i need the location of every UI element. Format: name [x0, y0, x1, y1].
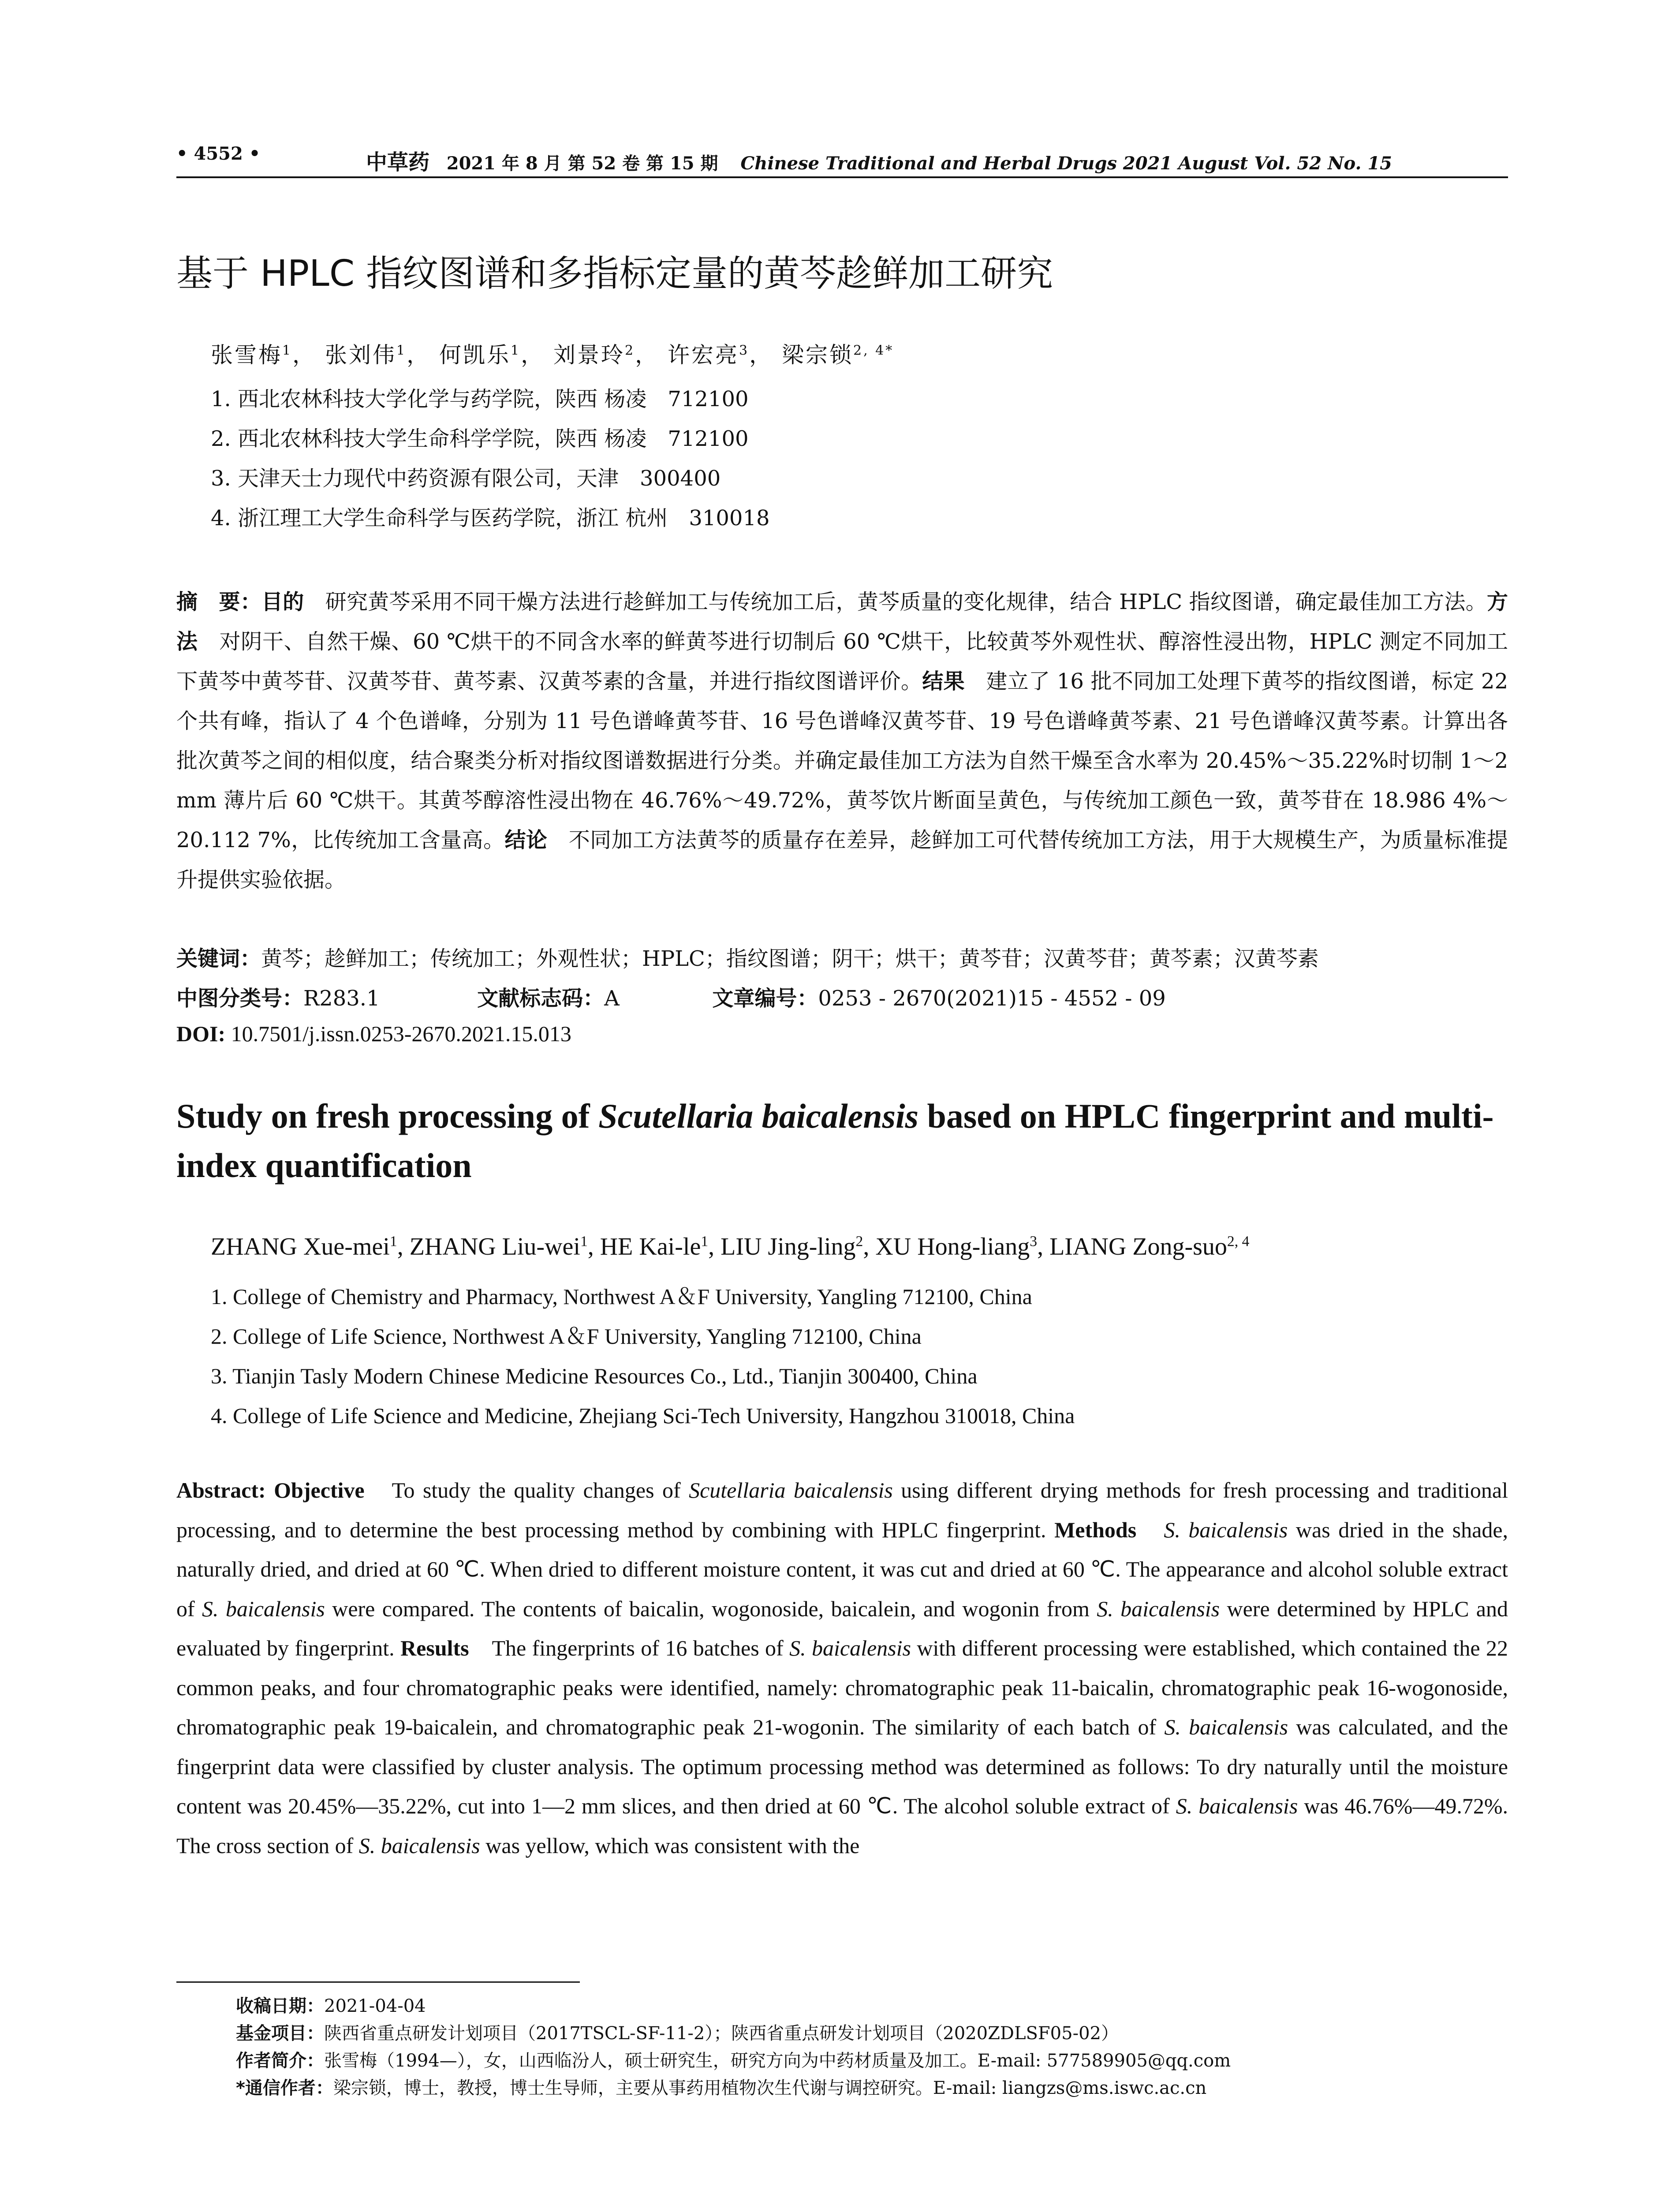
- journal-logo-cn: 中草药: [366, 150, 430, 175]
- affiliation-en: 1. College of Chemistry and Pharmacy, Northwest A＆F University, Yangling 712100, China: [211, 1284, 1032, 1309]
- page-number: • 4552 •: [176, 143, 261, 164]
- footnote-corresponding: *通信作者：梁宗锁，博士，教授，博士生导师，主要从事药用植物次生代谢与调控研究。E-mail: liangzs@ms.iswc.ac.cn: [236, 2078, 1207, 2098]
- title-cn: 基于 HPLC 指纹图谱和多指标定量的黄芩趁鲜加工研究: [176, 253, 1053, 295]
- title-species: Scutellaria baicalensis: [598, 1097, 918, 1135]
- author-en: HE Kai-le: [600, 1233, 701, 1260]
- keywords-cn: [176, 942, 1319, 972]
- author-cn: 许宏亮: [668, 342, 739, 368]
- doi-line: [176, 1021, 571, 1046]
- footnote-author-bio: 作者简介：张雪梅（1994—），女，山西临汾人，硕士研究生，研究方向为中药材质量及加工。E-mail: 577589905@qq.com: [236, 2051, 1231, 2071]
- author-cn: 梁宗锁: [782, 342, 853, 368]
- objective-text-cn: 研究黄芩采用不同干燥方法进行趁鲜加工与传统加工后，黄芩质量的变化规律，结合 HPLC 指纹图谱，确定最佳加工方法。: [304, 590, 1487, 614]
- article-number-label: 文章编号：: [712, 986, 818, 1011]
- article-number-value: 0253 - 2670(2021)15 - 4552 - 09: [818, 986, 1166, 1011]
- doi-value[interactable]: 10.7501/j.issn.0253-2670.2021.15.013: [231, 1021, 571, 1046]
- journal-name-en: Chinese Traditional and Herbal Drugs 2021 August Vol. 52 No. 15: [740, 153, 1392, 174]
- abstract-en: Abstract: Objective To study the quality changes of Scutellaria baicalensis using different drying methods for fresh processing and traditional processing, and to determine the best processing method by combining with HPLC fingerprint. Methods S. baicalensis was dried in the shade, naturally dried, and dried at 60 ℃. When dried to different moisture content, it was cut and dried at 60 ℃. The appearance and alcohol soluble extract of S. baicalensis were compared. The contents of baicalin, wogonoside, baicalein, and wogonin from S. baicalensis were determined by HPLC and evaluated by fingerprint. Results The fingerprints of 16 batches of S. baicalensis with different processing were established, which contained the 22 common peaks, and four chromatographic peaks were identified, namely: chromatographic peak 11-baicalin, chromatographic peak 16-wogonoside, chromatographic peak 19-baicalein, and chromatographic peak 21-wogonin. The similarity of each batch of S. baicalensis was calculated, and the fingerprint data were classified by cluster analysis. The optimum processing method was determined as follows: To dry naturally until the moisture content was 20.45%—35.22%, cut into 1—2 mm slices, and then dried at 60 ℃. The alcohol soluble extract of S. baicalensis was 46.76%—49.72%. The cross section of S. baicalensis was yellow, which was consistent with the: [176, 1478, 1508, 1858]
- author-cn: 张雪梅: [211, 342, 282, 368]
- author-en: ZHANG Liu-wei: [409, 1233, 580, 1260]
- abstract-label-en: Abstract:: [176, 1478, 266, 1502]
- footnote-rule: [176, 1981, 580, 1983]
- results-text-cn: 建立了 16 批不同加工处理下黄芩的指纹图谱，标定 22 个共有峰，指认了 4 个色谱峰，分别为 11 号色谱峰黄芩苷、16 号色谱峰汉黄芩苷、19 号色谱峰黄芩素、21 号色谱峰汉黄芩素。计算出各批次黄芩之间的相似度，结合聚类分析对指纹图谱数据进行分类。并确定最佳加工方法为自然干燥至含水率为 20.45%～35.22%时切制 1～2 mm 薄片后 60 ℃烘干。其黄芩醇溶性浸出物在 46.76%～49.72%，黄芩饮片断面呈黄色，与传统加工颜色一致，黄芩苷在 18.986 4%～20.112 7%，比传统加工含量高。: [176, 669, 1508, 852]
- authors-en: ZHANG Xue-mei$^1$, ZHANG Liu-wei$^1$, HE Kai-$le^1$, LIU Jing-ling$^2$, XU Hong-liang$^3$, LIANG Zong-suo$^{2, 4}$: [211, 1233, 1250, 1260]
- footnote-received: 收稿日期：2021-04-04: [236, 1996, 426, 2016]
- affiliation-cn: 4. 浙江理工大学生命科学与医药学院，浙江 杭州 310018: [211, 506, 770, 531]
- abstract-label-cn: 摘 要：: [176, 590, 261, 614]
- doi-label: DOI:: [176, 1021, 226, 1046]
- title-en: Study on fresh processing of Scutellaria baicalensis based on HPLC fingerprint and multi-index quantification: [176, 1097, 1494, 1185]
- author-en: XU Hong-liang: [875, 1233, 1030, 1260]
- issue-info-cn: 2021 年 8 月 第 52 卷 第 15 期: [446, 153, 718, 174]
- methods-label-en: Methods: [1054, 1517, 1137, 1542]
- conclusion-label-cn: 结论: [504, 828, 548, 852]
- doc-code-value: A: [604, 986, 620, 1011]
- author-cn: 张刘伟: [325, 342, 396, 368]
- affiliation-en: 3. Tianjin Tasly Modern Chinese Medicine Resources Co., Ltd., Tianjin 300400, China: [211, 1364, 978, 1388]
- authors-cn: 张雪梅$^1$， 张刘伟$^1$， 何凯乐$^1$， 刘景玲$^2$， 许宏亮$^3$， 梁宗锁$^{2, 4*}$: [211, 342, 894, 368]
- results-label-en: Results: [400, 1636, 469, 1660]
- running-header: [176, 143, 1508, 176]
- clc-value: R283.1: [303, 986, 380, 1011]
- doc-code-label: 文献标志码：: [477, 986, 605, 1011]
- affiliation-cn: 3. 天津天士力现代中药资源有限公司，天津 300400: [211, 466, 721, 491]
- clc-label: 中图分类号：: [176, 986, 304, 1011]
- author-en: LIANG Zong-suo: [1049, 1233, 1227, 1260]
- affiliation-en: 4. College of Life Science and Medicine, Zhejiang Sci-Tech University, Hangzhou 310018, China: [211, 1403, 1075, 1428]
- footnote-funding: 基金项目：陕西省重点研发计划项目（2017TSCL-SF-11-2）；陕西省重点研发计划项目（2020ZDLSF05-02）: [236, 2023, 1119, 2044]
- methods-text-cn: 对阴干、自然干燥、60 ℃烘干的不同含水率的鲜黄芩进行切制后 60 ℃烘干，比较黄芩外观性状、醇溶性浸出物，HPLC 测定不同加工下黄芩中黄芩苷、汉黄芩苷、黄芩素、汉黄芩素的含量，并进行指纹图谱评价。: [176, 629, 1508, 694]
- conclusion-text-cn: 不同加工方法黄芩的质量存在差异，趁鲜加工可代替传统加工方法，用于大规模生产，为质量标准提升提供实验依据。: [176, 828, 1508, 892]
- objective-label-cn: 目的: [261, 590, 304, 614]
- affiliation-cn: 1. 西北农林科技大学化学与药学院，陕西 杨凌 712100: [211, 387, 749, 411]
- author-cn: 何凯乐: [439, 342, 511, 368]
- objective-label-en: Objective: [274, 1478, 365, 1502]
- author-en: LIU Jing-ling: [721, 1233, 856, 1260]
- keywords-text: 黄芩；趁鲜加工；传统加工；外观性状；HPLC；指纹图谱；阴干；烘干；黄芩苷；汉黄芩苷；黄芩素；汉黄芩素: [261, 946, 1319, 971]
- author-cn: 刘景玲: [553, 342, 625, 368]
- affiliations-cn: [211, 379, 770, 538]
- classification-line: [176, 981, 1166, 1012]
- methods-label-cn: 方法: [176, 590, 1508, 654]
- affiliation-cn: 2. 西北农林科技大学生命科学学院，陕西 杨凌 712100: [211, 426, 749, 451]
- abstract-cn: [176, 582, 1508, 900]
- keywords-label: 关键词：: [176, 946, 261, 971]
- affiliations-en: [211, 1277, 1075, 1435]
- author-en: ZHANG Xue-mei: [211, 1233, 390, 1260]
- footnotes: [236, 1992, 1231, 2102]
- affiliation-en: 2. College of Life Science, Northwest A＆F University, Yangling 712100, China: [211, 1324, 922, 1349]
- results-label-cn: 结果: [922, 669, 965, 694]
- header-rule: [176, 176, 1508, 178]
